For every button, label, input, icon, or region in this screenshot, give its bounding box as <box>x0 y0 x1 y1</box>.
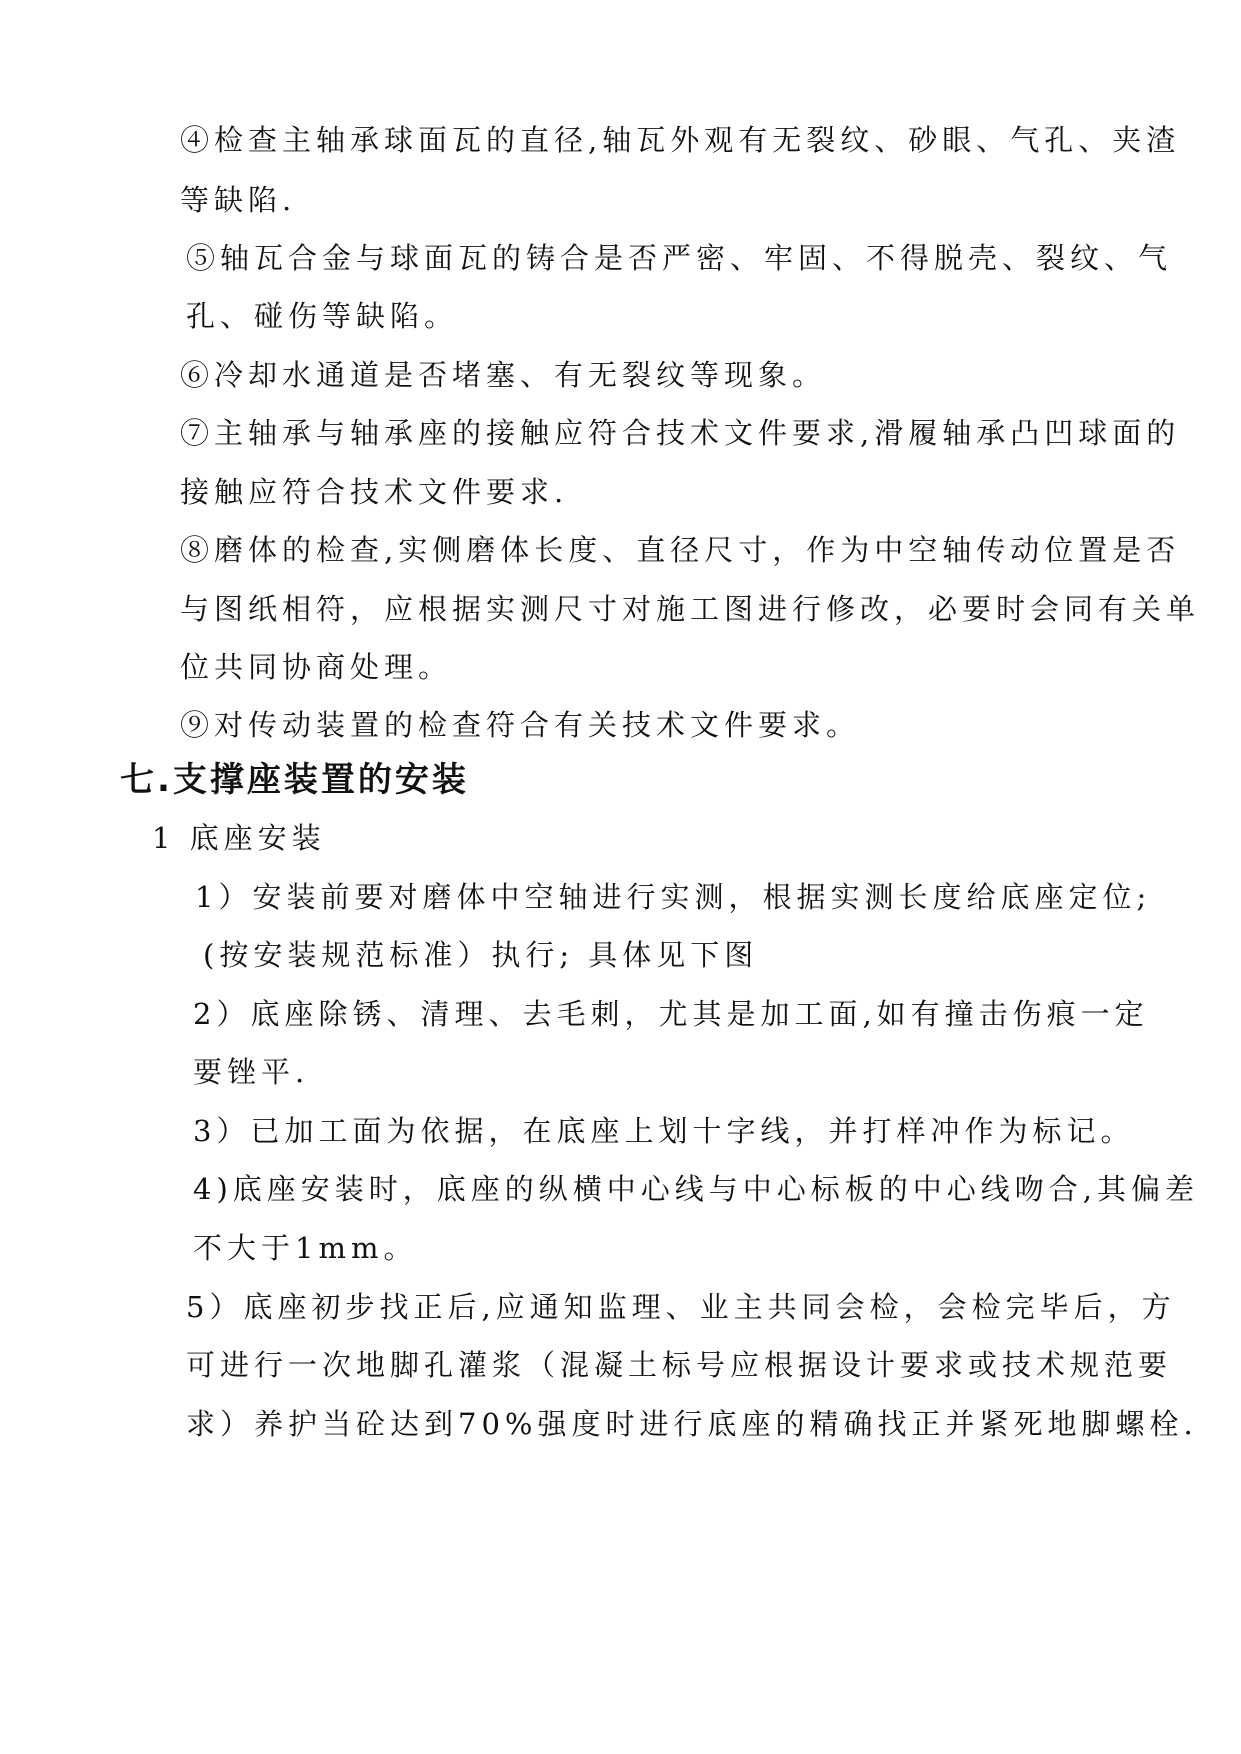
section-heading: 七.支撑座装置的安装 <box>120 760 469 800</box>
item-8-line-2: 与图纸相符，应根据实测尺寸对施工图进行修改，必要时会同有关单 <box>180 592 1201 626</box>
item-6-line-1: ⑥冷却水通道是否堵塞、有无裂纹等现象。 <box>180 358 827 392</box>
item-4-line-2: 等缺陷. <box>180 183 297 217</box>
step-5-line-3: 求）养护当砼达到70%强度时进行底座的精确找正并紧死地脚螺栓. <box>186 1407 1198 1441</box>
step-5-line-1: 5）底座初步找正后,应通知监理、业主共同会检，会检完毕后，方 <box>186 1290 1176 1324</box>
item-8-line-3: 位共同协商处理。 <box>180 650 453 684</box>
step-2-line-2: 要锉平. <box>193 1055 310 1089</box>
item-5-line-2: 孔、碰伤等缺陷。 <box>186 299 459 333</box>
item-9-line-1: ⑨对传动装置的检查符合有关技术文件要求。 <box>180 708 861 742</box>
step-4-line-1: 4)底座安装时，底座的纵横中心线与中心标板的中心线吻合,其偏差 <box>193 1172 1199 1206</box>
item-5-line-1: ⑤轴瓦合金与球面瓦的铸合是否严密、牢固、不得脱壳、裂纹、气 <box>186 241 1173 275</box>
subsection-title: 1 底座安装 <box>152 821 326 855</box>
item-4-line-1: ④检查主轴承球面瓦的直径,轴瓦外观有无裂纹、砂眼、气孔、夹渣 <box>180 123 1181 157</box>
step-3-line-1: 3）已加工面为依据，在底座上划十字线，并打样冲作为标记。 <box>193 1114 1135 1148</box>
step-2-line-1: 2）底座除锈、清理、去毛刺，尤其是加工面,如有撞击伤痕一定 <box>193 997 1149 1031</box>
step-5-line-2: 可进行一次地脚孔灌浆（混凝土标号应根据设计要求或技术规范要 <box>186 1348 1173 1382</box>
step-1-line-2: (按安装规范标准）执行; 具体见下图 <box>203 938 759 972</box>
step-1-line-1: 1）安装前要对磨体中空轴进行实测，根据实测长度给底座定位; <box>195 880 1152 914</box>
item-8-line-1: ⑧磨体的检查,实侧磨体长度、直径尺寸，作为中空轴传动位置是否 <box>180 533 1181 567</box>
item-7-line-1: ⑦主轴承与轴承座的接触应符合技术文件要求,滑履轴承凸凹球面的 <box>180 416 1181 450</box>
step-4-line-2: 不大于1mm。 <box>193 1231 418 1265</box>
item-7-line-2: 接触应符合技术文件要求. <box>180 475 569 509</box>
